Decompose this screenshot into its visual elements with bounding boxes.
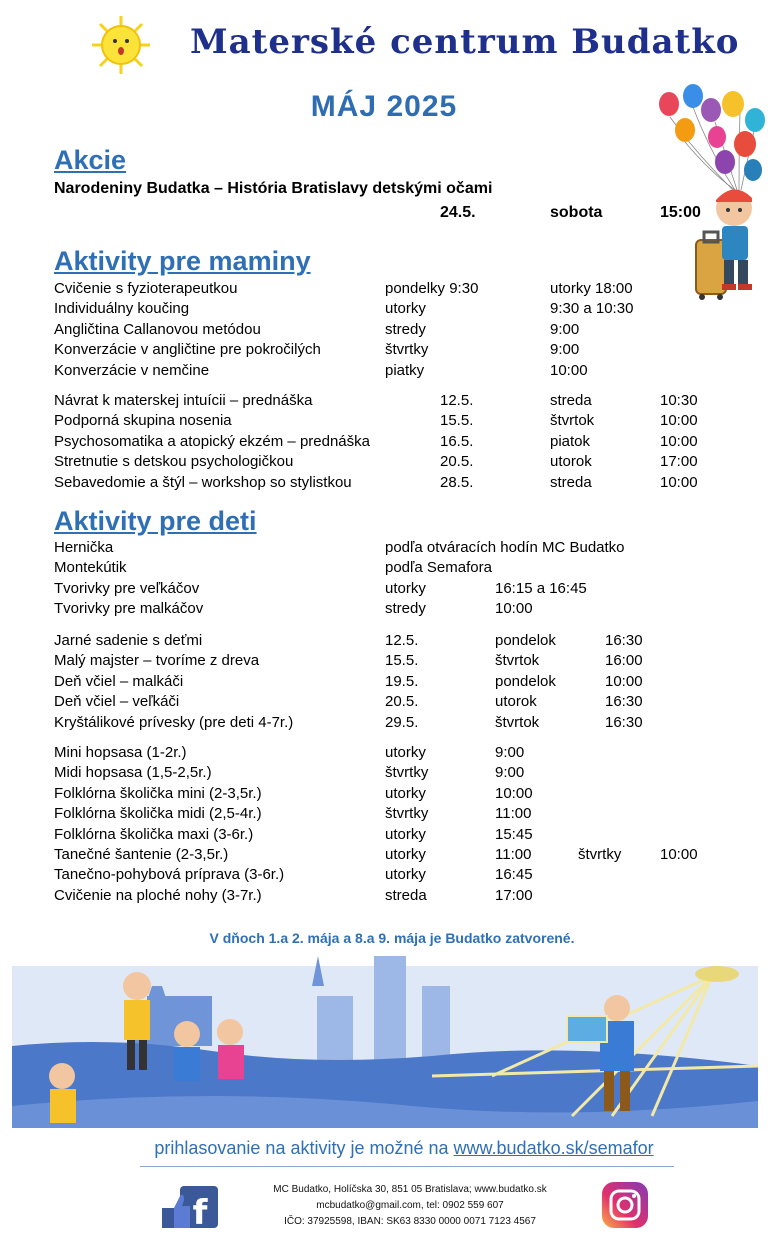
maminy-event-row: [0, 411, 768, 431]
activity-day: utorky: [385, 825, 426, 843]
activity-day: štvrtky: [385, 805, 429, 823]
activity-time: 10:00: [550, 361, 588, 379]
deti-regular-row: [0, 579, 768, 599]
activity-day: stredy: [385, 600, 426, 618]
activity-name: Tvorivky pre veľkáčov: [54, 579, 200, 597]
month-heading: MÁJ 2025: [310, 90, 458, 123]
activity-day: utorky: [385, 300, 426, 318]
activity-time: 16:30: [605, 693, 643, 711]
bratislava-skyline-illustration: [12, 956, 758, 1128]
activity-time: 10:00: [660, 473, 698, 491]
activity-day: podľa Semafora: [385, 559, 492, 577]
activity-name: Individuálny koučing: [54, 300, 190, 318]
deti-course-row: [0, 743, 768, 763]
activity-name: Podporná skupina nosenia: [54, 412, 232, 430]
activity-name: Folklórna školička midi (2,5-4r.): [54, 805, 262, 823]
activity-time: 10:00: [605, 672, 643, 690]
activity-time: 9:00: [495, 764, 525, 782]
activity-name: Konverzácie v angličtine pre pokročilých: [54, 341, 321, 359]
sun-logo-icon: [90, 14, 152, 76]
activity-time: 9:00: [495, 744, 525, 761]
deti-event-row: [0, 672, 768, 692]
activity-day: štvrtok: [495, 713, 540, 731]
deti-course-row: [0, 845, 768, 865]
activity-day: streda: [550, 392, 592, 409]
maminy-weekly-row: [0, 279, 768, 299]
maminy-event-row: [0, 473, 768, 493]
activity-time: 15:45: [495, 825, 533, 843]
section-heading-akcie: Akcie: [54, 145, 127, 175]
activity-name: Malý majster – tvoríme z dreva: [54, 652, 260, 670]
activity-name: Konverzácie v nemčine: [54, 361, 210, 379]
activity-day: utorok: [495, 693, 537, 711]
activity-name: Hernička: [54, 539, 114, 556]
instagram-icon[interactable]: [600, 1180, 650, 1230]
activity-name: Návrat k materskej intuícii – prednáška: [54, 392, 313, 409]
activity-name: Tvorivky pre malkáčov: [54, 600, 204, 618]
activity-day: utorky: [385, 784, 426, 802]
activity-time: 10:00: [495, 784, 533, 802]
activity-date: 12.5.: [385, 632, 419, 649]
activity-day: štvrtky: [385, 341, 429, 359]
deti-regular-row: [0, 558, 768, 578]
deti-event-row: [0, 651, 768, 671]
deti-course-row: [0, 865, 768, 885]
deti-course-row: [0, 784, 768, 804]
activity-date: 19.5.: [385, 672, 419, 690]
maminy-event-row: [0, 391, 768, 411]
activity-time: 16:30: [605, 713, 643, 731]
activity-day: utorky: [385, 579, 426, 597]
activity-date: 20.5.: [385, 693, 419, 711]
activity-day: piatok: [550, 432, 591, 450]
activity-day: pondelok: [495, 632, 556, 649]
deti-event-row: [0, 713, 768, 733]
deti-course-row: [0, 763, 768, 783]
activity-day: podľa otváracích hodín MC Budatko: [385, 539, 625, 556]
deti-event-row: [0, 631, 768, 651]
activity-day: utorky: [385, 866, 426, 884]
deti-course-row: [0, 804, 768, 824]
activity-time: 11:00: [495, 805, 532, 823]
activity-time: 11:00: [495, 846, 532, 863]
maminy-weekly-row: [0, 320, 768, 340]
section-heading-maminy: Aktivity pre maminy: [54, 246, 311, 276]
facebook-like-icon[interactable]: [160, 1184, 220, 1230]
activity-name: Folklórna školička mini (2-3,5r.): [54, 784, 262, 802]
activity-name: Kryštálikové prívesky (pre deti 4-7r.): [54, 713, 294, 731]
registration-link[interactable]: www.budatko.sk/semafor: [453, 1138, 654, 1158]
activity-time: 17:00: [495, 886, 533, 904]
maminy-weekly-row: [0, 340, 768, 360]
activity-name: Jarné sadenie s deťmi: [54, 632, 203, 649]
activity-day: streda: [550, 473, 592, 491]
activity-name: Cvičenie na ploché nohy (3-7r.): [54, 886, 262, 904]
activity-time-2: 10:00: [660, 846, 698, 863]
activity-time: 10:00: [660, 412, 698, 430]
activity-time: 16:45: [495, 866, 533, 884]
activity-time: 16:15 a 16:45: [495, 579, 587, 597]
deti-regular-row: [0, 538, 768, 558]
activity-day-2: štvrtky: [578, 846, 622, 863]
section-heading-deti: Aktivity pre deti: [54, 506, 257, 536]
activity-day: štvrtok: [495, 652, 540, 670]
activity-name: Psychosomatika a atopický ekzém – prednáška: [54, 432, 370, 450]
activity-time: 10:00: [495, 600, 533, 618]
footer-divider: [140, 1166, 674, 1167]
event-day: sobota: [550, 204, 603, 221]
activity-name: Mini hopsasa (1-2r.): [54, 744, 187, 761]
deti-regular-row: [0, 599, 768, 619]
activity-time: 16:30: [605, 632, 643, 649]
activity-day: pondelky 9:30: [385, 280, 479, 297]
activity-name: Montekútik: [54, 559, 127, 577]
activity-day: štvrtok: [550, 412, 595, 430]
closed-notice: V dňoch 1.a 2. mája a 8.a 9. mája je Budatko zatvorené.: [209, 930, 575, 946]
activity-time: utorky 18:00: [550, 280, 633, 297]
svg-text:f: f: [192, 1193, 208, 1230]
activity-day: stredy: [385, 320, 426, 338]
activity-time: 10:30: [660, 392, 698, 409]
event-time: 15:00: [660, 204, 701, 221]
maminy-event-row: [0, 452, 768, 472]
activity-name: Tanečné šantenie (2-3,5r.): [54, 846, 229, 863]
activity-name: Deň včiel – malkáči: [54, 672, 184, 690]
footer-ico-iban: IČO: 37925598, IBAN: SK63 8330 0000 0071 7123 4567: [284, 1216, 536, 1227]
event-date: 24.5.: [440, 204, 476, 221]
registration-line: [0, 1138, 768, 1159]
activity-day: piatky: [385, 361, 425, 379]
activity-name: Angličtina Callanovou metódou: [54, 320, 261, 338]
footer-address: MC Budatko, Holíčska 30, 851 05 Bratislava; www.budatko.sk: [273, 1184, 547, 1195]
activity-time: 16:00: [605, 652, 643, 670]
activity-day: streda: [385, 886, 427, 904]
deti-event-row: [0, 692, 768, 712]
activity-day: utorok: [550, 453, 592, 471]
registration-text: prihlasovanie na aktivity je možné na: [154, 1138, 454, 1158]
footer-email-phone: mcbudatko@gmail.com, tel: 0902 559 607: [316, 1200, 504, 1211]
activity-date: 20.5.: [440, 453, 474, 471]
footer-contact: [240, 1182, 580, 1230]
activity-day: utorky: [385, 846, 426, 863]
activity-name: Cvičenie s fyzioterapeutkou: [54, 280, 238, 297]
activity-day: štvrtky: [385, 764, 429, 782]
deti-course-row: [0, 886, 768, 906]
activity-date: 12.5.: [440, 392, 474, 409]
activity-time: 17:00: [660, 453, 698, 471]
activity-date: 15.5.: [440, 412, 474, 430]
activity-day: utorky: [385, 744, 426, 761]
activity-name: Deň včiel – veľkáči: [54, 693, 180, 711]
activity-date: 16.5.: [440, 432, 474, 450]
activity-time: 9:30 a 10:30: [550, 300, 634, 318]
activity-time: 10:00: [660, 432, 698, 450]
activity-time: 9:00: [550, 341, 580, 359]
maminy-weekly-row: [0, 361, 768, 381]
page-title: Materské centrum Budatko: [190, 22, 740, 62]
activity-day: pondelok: [495, 672, 556, 690]
activity-time: 9:00: [550, 320, 580, 338]
balloons-illustration: [655, 82, 768, 192]
activity-name: Stretnutie s detskou psychologičkou: [54, 453, 294, 471]
activity-date: 29.5.: [385, 713, 419, 731]
maminy-event-row: [0, 432, 768, 452]
activity-date: 28.5.: [440, 473, 474, 491]
activity-name: Midi hopsasa (1,5-2,5r.): [54, 764, 212, 782]
event-title: Narodeniny Budatka – História Bratislavy detskými očami: [54, 180, 493, 197]
activity-name: Folklórna školička maxi (3-6r.): [54, 825, 254, 843]
deti-course-row: [0, 825, 768, 845]
activity-name: Tanečno-pohybová príprava (3-6r.): [54, 866, 285, 884]
maminy-weekly-row: [0, 299, 768, 319]
activity-name: Sebavedomie a štýl – workshop so stylistkou: [54, 473, 352, 491]
activity-date: 15.5.: [385, 652, 419, 670]
